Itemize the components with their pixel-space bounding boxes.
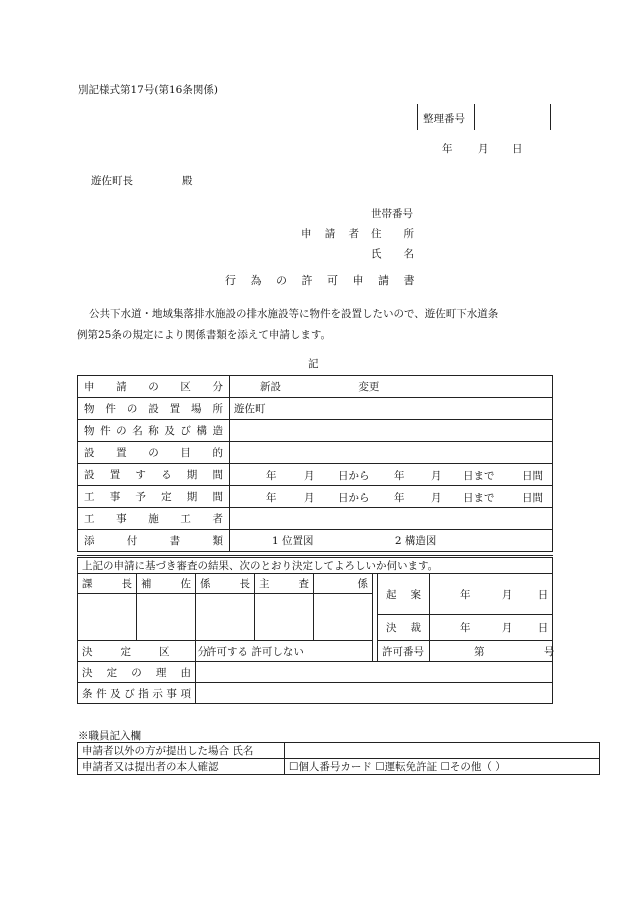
row-period-value[interactable]: 年 月 日から 年 月 日まで 日間 — [230, 464, 553, 486]
row-structure-label: 物 件 の 名 称 及 び 構 造 — [78, 420, 230, 442]
date-month: 月 — [478, 143, 489, 155]
row-contractor-label: 工 事 施 工 者 — [78, 508, 230, 530]
hosa-label: 補 佐 — [137, 574, 196, 594]
row-construction-period-value[interactable]: 年 月 日から 年 月 日まで 日間 — [230, 486, 553, 508]
review-intro: 上記の申請に基づき審査の結果、次のとおり決定してよろしいか伺います。 — [78, 557, 553, 574]
row-contractor-value[interactable] — [230, 508, 553, 530]
option-change[interactable]: 変更 — [358, 381, 380, 393]
seiri-label: 整理番号 — [423, 113, 465, 125]
kakari-stamp[interactable] — [314, 594, 373, 641]
kian-date[interactable]: 年 月 日 — [430, 574, 553, 615]
applicant-label: 申 請 者 — [301, 228, 359, 240]
body-line-1: 公共下水道・地域集落排水施設の排水施設等に物件を設置したいので、遊佐町下水道条 — [89, 308, 499, 320]
date-day: 日 — [512, 143, 523, 155]
kakari-label: 係 — [314, 574, 373, 594]
shusa-stamp[interactable] — [255, 594, 314, 641]
row-kubun-label: 申 請 の 区 分 — [78, 376, 230, 398]
row-kubun-value[interactable] — [230, 376, 553, 398]
document-title: 行為の許可申請書 — [225, 274, 429, 287]
seiri-box-right — [550, 104, 551, 130]
row-place-label: 物 件 の 設 置 場 所 — [78, 398, 230, 420]
staff-table — [77, 742, 600, 775]
date-year: 年 — [442, 143, 453, 155]
attachment-1: 1 位置図 — [272, 535, 314, 547]
kian-label: 起 案 — [378, 574, 430, 615]
seiri-box-left — [417, 104, 418, 130]
addressee-honorific: 殿 — [182, 175, 193, 187]
kessai-label: 決 裁 — [378, 615, 430, 641]
row-attachments-value — [230, 530, 553, 552]
row-attachments-label: 添 付 書 類 — [78, 530, 230, 552]
application-form-table — [77, 375, 553, 552]
kacho-stamp[interactable] — [78, 594, 137, 641]
staff-row1-value[interactable] — [285, 743, 600, 759]
attachment-2: 2 構造図 — [394, 535, 437, 547]
row-place-value[interactable]: 遊佐町 — [230, 398, 553, 420]
body-line-2: 例第25条の規定により関係書類を添えて申請します。 — [77, 329, 332, 341]
setai-label: 世帯番号 — [371, 208, 413, 220]
name-label: 氏名 — [371, 248, 436, 260]
form-number: 別記様式第17号(第16条関係) — [78, 84, 218, 96]
kyoka-bango-value[interactable]: 第 号 — [430, 641, 553, 662]
hosa-stamp[interactable] — [137, 594, 196, 641]
row-purpose-value[interactable] — [230, 442, 553, 464]
seiri-box-mid — [474, 104, 475, 130]
shusa-label: 主 査 — [255, 574, 314, 594]
joken-label: 条 件 及 び 指 示 事 項 — [78, 683, 196, 704]
row-construction-period-label: 工 事 予 定 期 間 — [78, 486, 230, 508]
staff-row2-label: 申請者又は提出者の本人確認 — [78, 759, 285, 775]
row-structure-value[interactable] — [230, 420, 553, 442]
option-new[interactable]: 新設 — [260, 381, 281, 393]
kacho-label: 課 長 — [78, 574, 137, 594]
staff-row1-label: 申請者以外の方が提出した場合 氏名 — [78, 743, 285, 759]
kettei-riyu-value[interactable] — [196, 662, 553, 683]
joken-value[interactable] — [196, 683, 553, 704]
kakaricho-label: 係 長 — [196, 574, 255, 594]
row-period-label: 設 置 す る 期 間 — [78, 464, 230, 486]
kyoka-bango-label: 許可番号 — [378, 641, 430, 662]
staff-title: ※職員記入欄 — [78, 730, 141, 742]
review-table — [77, 555, 553, 704]
staff-row2-value[interactable]: ☐個人番号カード ☐運転免許証 ☐その他（ ） — [285, 759, 600, 775]
kettei-kubun-label: 決 定 区 分 — [78, 641, 196, 662]
kettei-riyu-label: 決 定 の 理 由 — [78, 662, 196, 683]
kakaricho-stamp[interactable] — [196, 594, 255, 641]
addressee-name: 遊佐町長 — [91, 175, 133, 187]
row-purpose-label: 設 置 の 目 的 — [78, 442, 230, 464]
ki-label: 記 — [308, 358, 319, 370]
kettei-options[interactable]: 許可する 許可しない — [196, 641, 373, 662]
address-label: 住所 — [371, 228, 436, 240]
kessai-date[interactable]: 年 月 日 — [430, 615, 553, 641]
